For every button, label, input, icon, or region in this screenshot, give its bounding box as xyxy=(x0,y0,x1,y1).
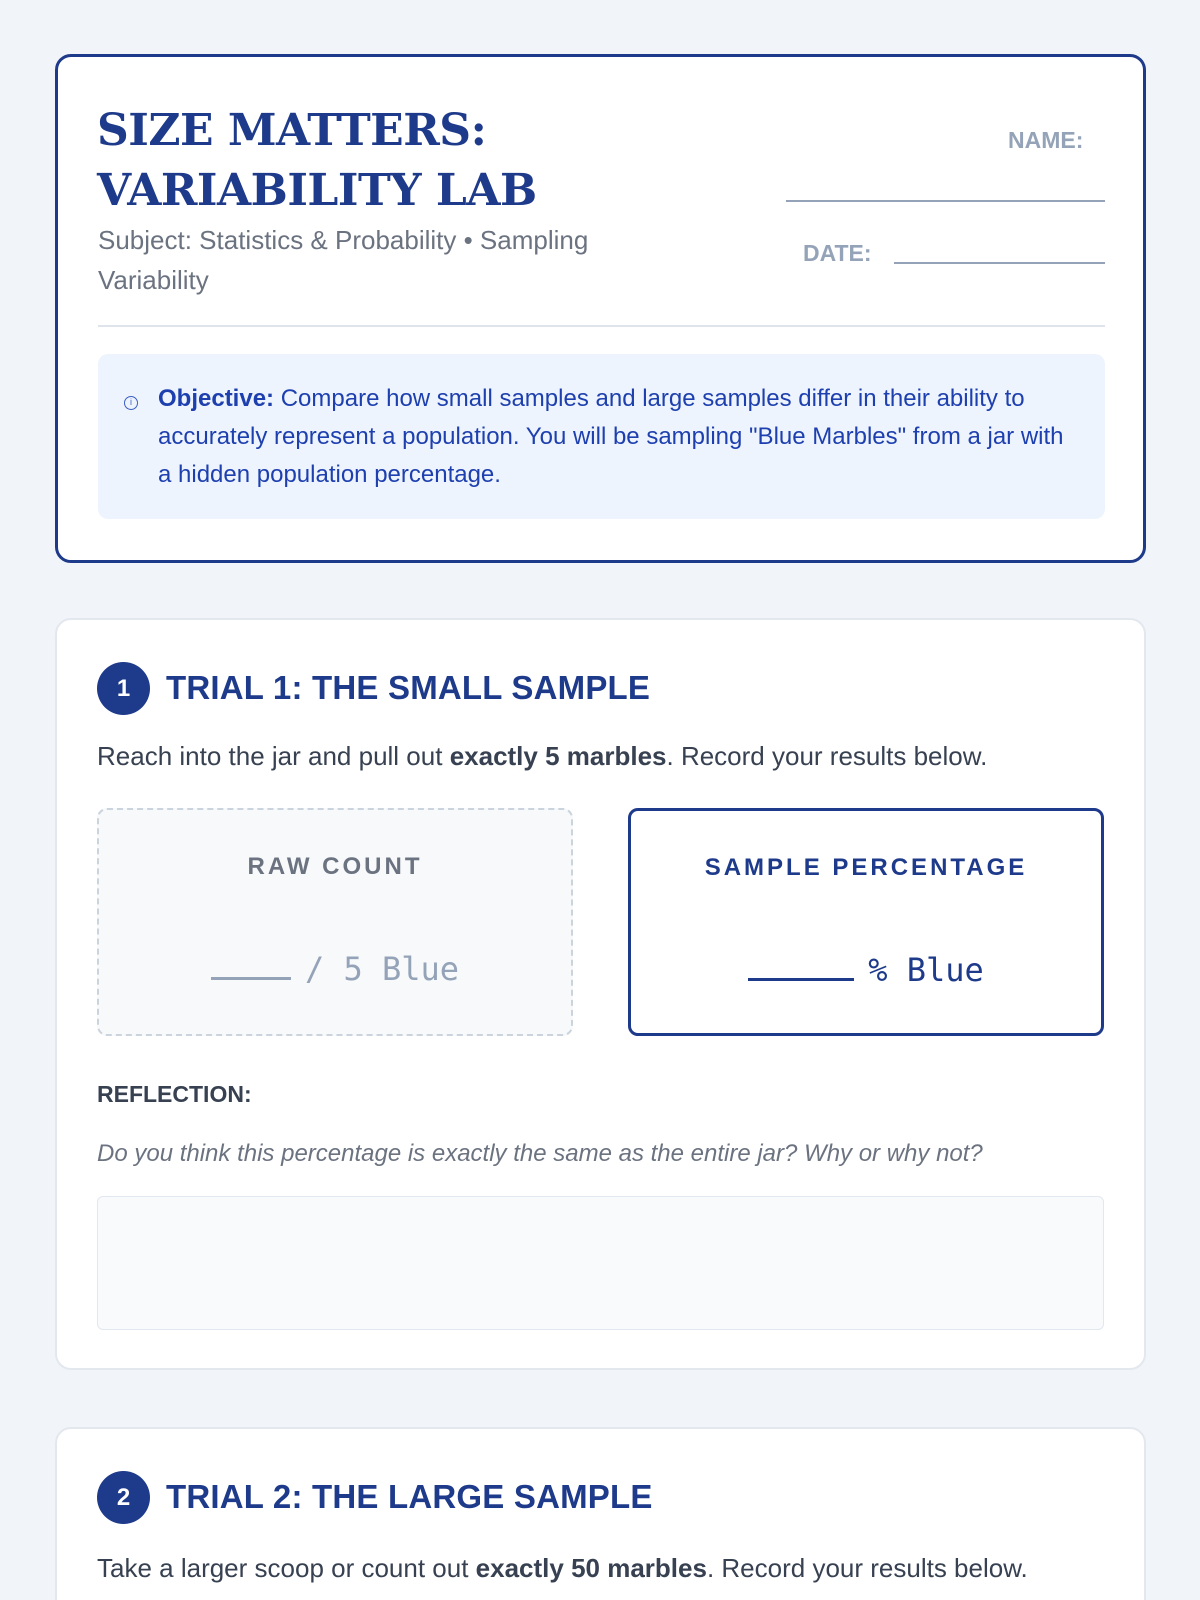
trial-1-section xyxy=(55,618,1146,1370)
raw-count-value xyxy=(99,950,571,988)
trial-2-instructions xyxy=(97,1549,1107,1587)
reflection-answer-field[interactable] xyxy=(97,1196,1104,1330)
title-line-2: VARIABILITY LAB xyxy=(97,165,537,216)
step-badge-1: 1 xyxy=(97,662,150,715)
objective-callout xyxy=(98,354,1105,519)
raw-count-label: RAW COUNT xyxy=(247,853,423,880)
instruction-text: Take a larger scoop or count out xyxy=(97,1553,476,1583)
name-label: NAME: xyxy=(1008,127,1084,153)
worksheet-title xyxy=(97,101,537,221)
trial-2-section xyxy=(55,1427,1146,1600)
instruction-text-end: . Record your results below. xyxy=(666,741,988,771)
reflection-prompt: Do you think this percentage is exactly the same as the entire jar? Why or why not? xyxy=(97,1140,983,1167)
objective-label: Objective: xyxy=(158,385,275,412)
step-badge-2: 2 xyxy=(97,1471,150,1524)
subject-subtitle: Subject: Statistics & Probability • Sampling Variability xyxy=(98,225,589,295)
instruction-emphasis: exactly 50 marbles xyxy=(475,1553,707,1583)
reflection-label: REFLECTION: xyxy=(97,1081,252,1107)
sample-percentage-box xyxy=(628,808,1104,1036)
date-label: DATE: xyxy=(803,240,872,266)
header-divider xyxy=(98,325,1105,327)
info-icon: i xyxy=(124,396,138,410)
raw-count-suffix: / 5 Blue xyxy=(304,950,460,988)
raw-count-blank[interactable] xyxy=(211,977,291,980)
objective-body: Compare how small samples and large samples differ in their ability to accurately represent a population. You will be sampling "Blue Marbles" from a jar with a hidden population percentage. xyxy=(158,385,1064,488)
title-line-1: SIZE MATTERS: xyxy=(97,105,487,156)
objective-text xyxy=(158,380,1068,494)
date-field[interactable] xyxy=(894,262,1105,264)
sample-percentage-label: SAMPLE PERCENTAGE xyxy=(704,854,1028,881)
instruction-text: Reach into the jar and pull out xyxy=(97,741,450,771)
sample-percentage-value xyxy=(631,951,1101,989)
instruction-text-end: . Record your results below. xyxy=(706,1553,1028,1583)
trial-2-title: TRIAL 2: THE LARGE SAMPLE xyxy=(166,1478,653,1515)
sample-percentage-suffix: % Blue xyxy=(868,951,984,989)
trial-1-title: TRIAL 1: THE SMALL SAMPLE xyxy=(166,669,651,706)
name-field[interactable] xyxy=(786,200,1105,202)
sample-percentage-blank[interactable] xyxy=(748,978,854,981)
header-card xyxy=(55,54,1146,563)
raw-count-box xyxy=(97,808,573,1036)
instruction-emphasis: exactly 5 marbles xyxy=(449,741,667,771)
trial-1-instructions xyxy=(97,737,1107,775)
